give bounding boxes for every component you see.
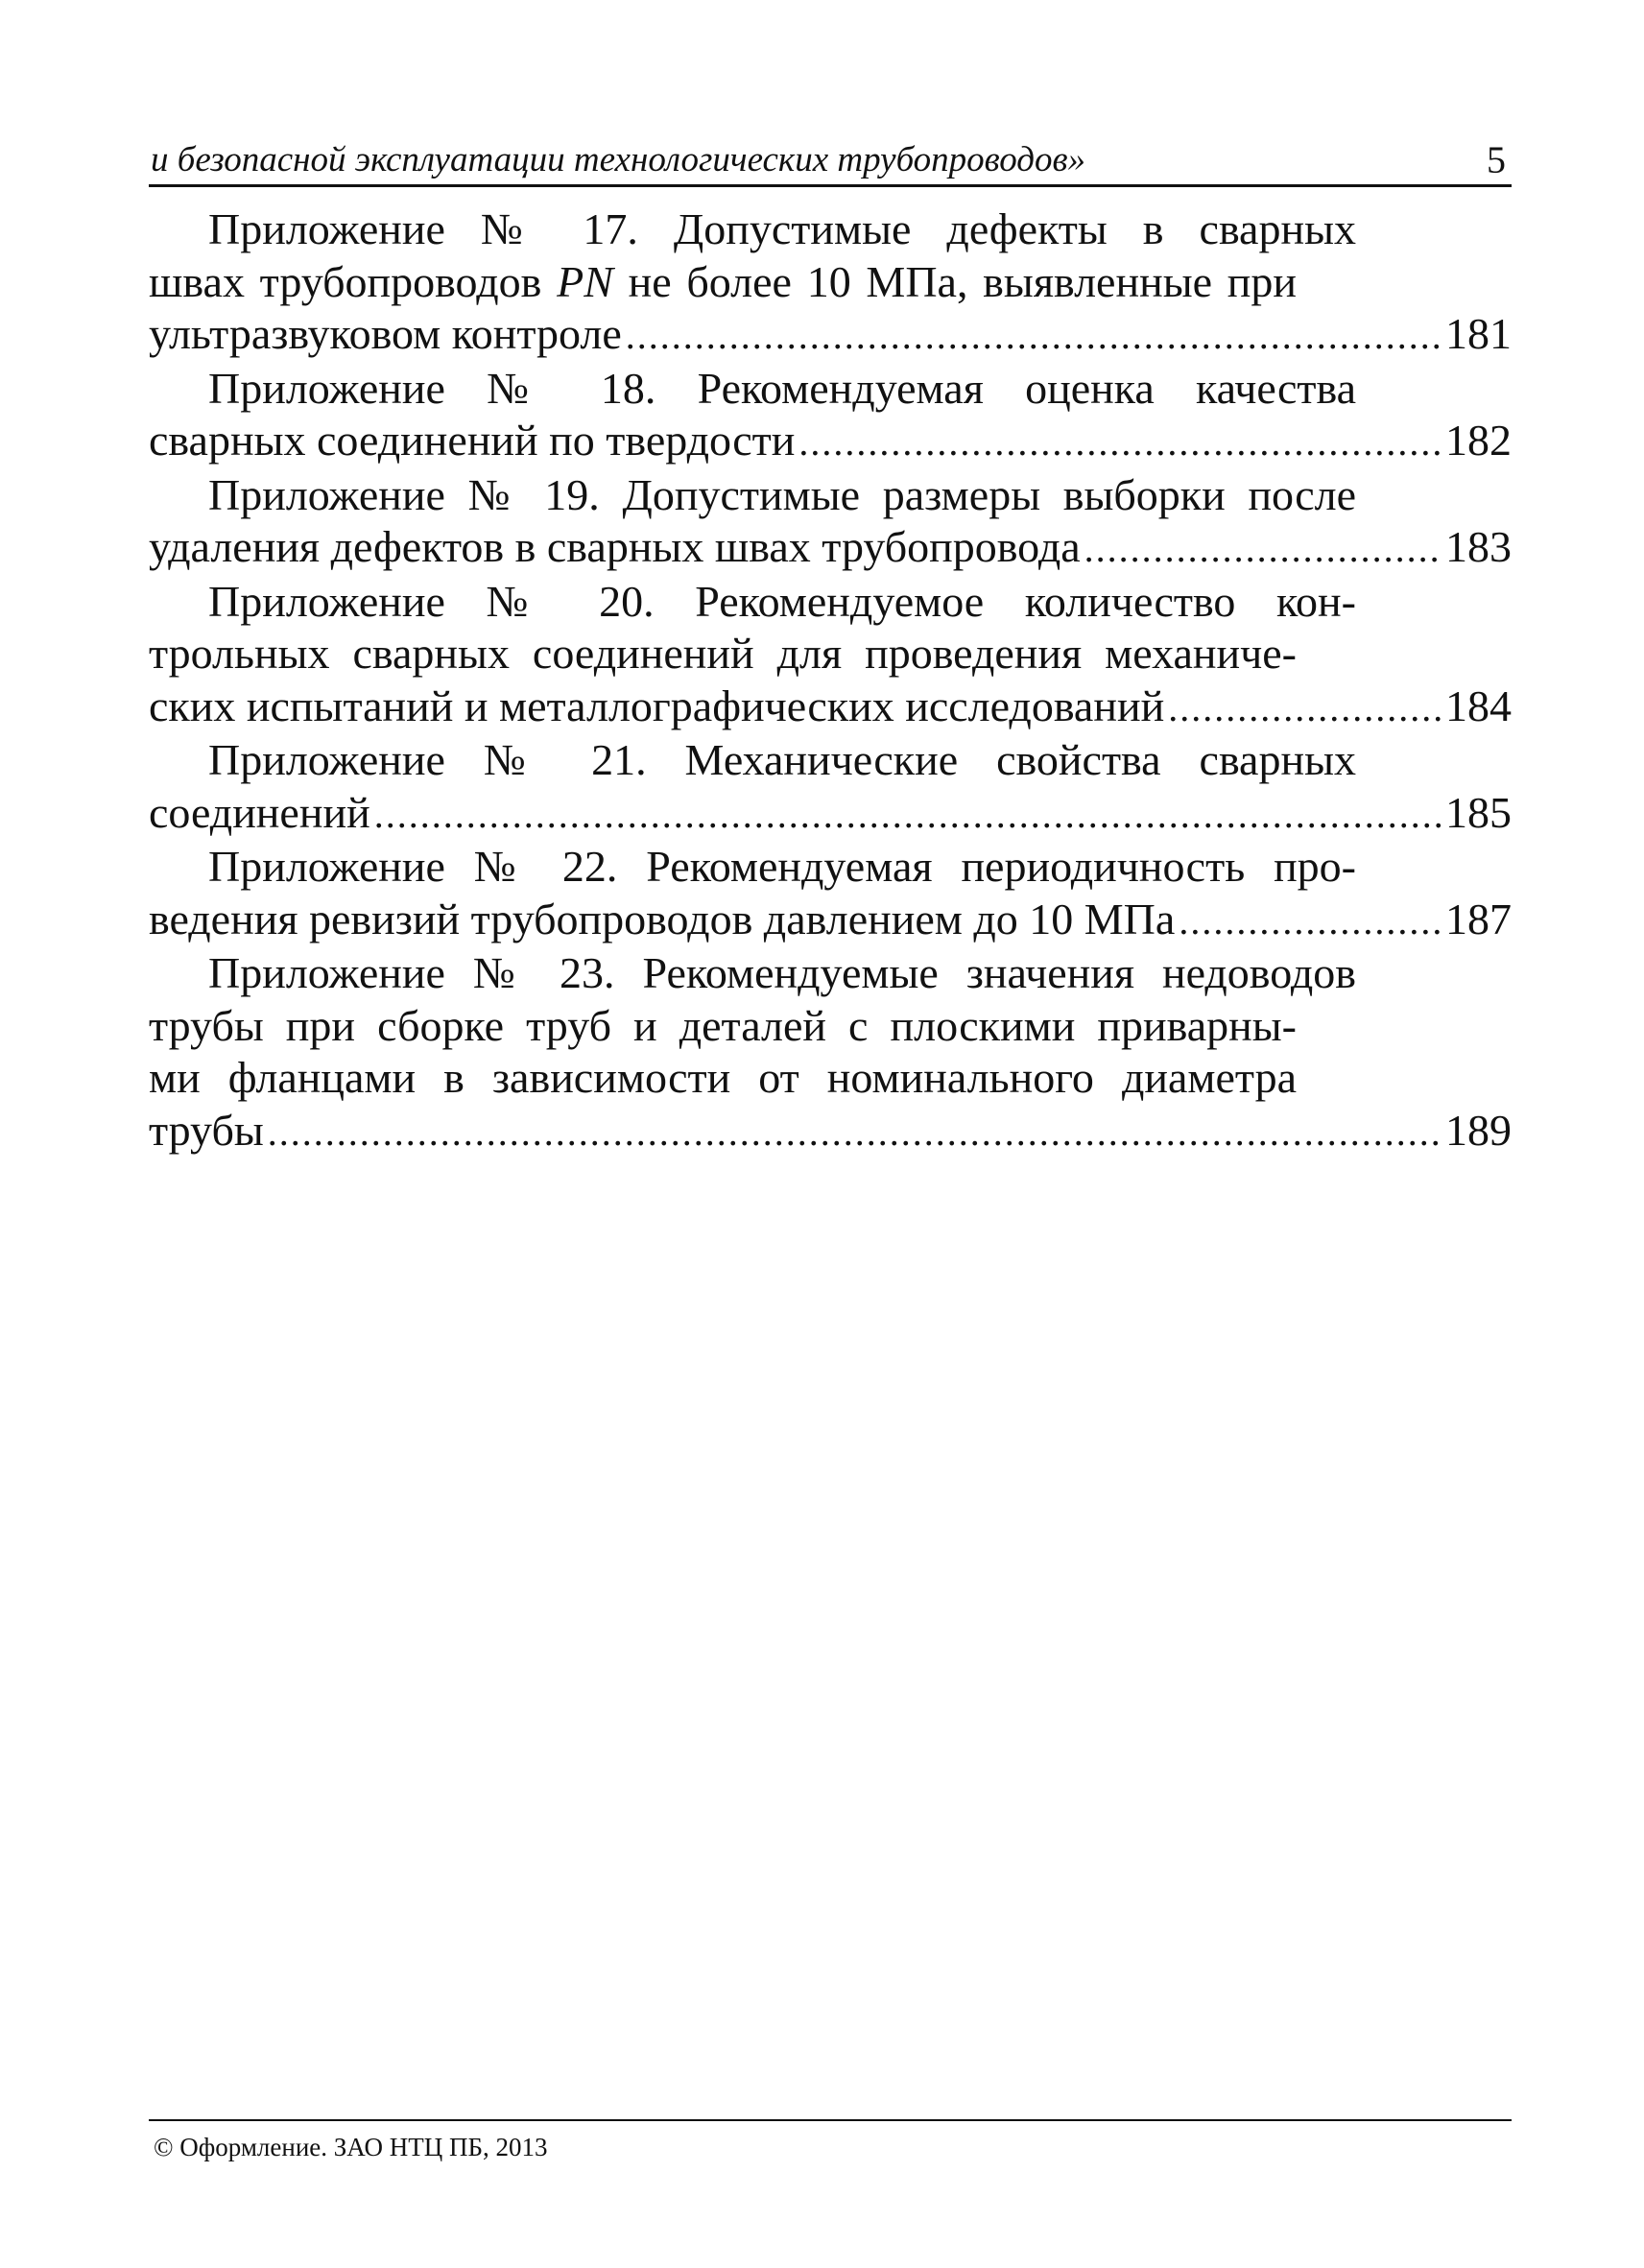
table-of-contents bbox=[149, 203, 1512, 1158]
toc-entry-title-line: Приложение № 23. Рекомендуемые значения недоводов bbox=[208, 948, 1356, 997]
toc-entry-page: 189 bbox=[1445, 1105, 1512, 1155]
toc-entry-appendix-19[interactable] bbox=[149, 469, 1512, 576]
toc-entry-title-end: удаления дефектов в сварных швах трубопровода bbox=[149, 522, 1081, 571]
toc-entry-title-line: Приложение № 18. Рекомендуемая оценка качества bbox=[208, 363, 1356, 413]
toc-entry-text: швах трубопроводов bbox=[149, 256, 558, 306]
toc-entry-appendix-17[interactable] bbox=[149, 203, 1512, 363]
dot-leader bbox=[374, 789, 1441, 842]
footer-divider bbox=[149, 2119, 1512, 2121]
toc-entry-title-end: сварных соединений по твердости bbox=[149, 416, 796, 465]
dot-leader bbox=[1179, 895, 1441, 948]
toc-entry-last-line bbox=[149, 894, 1512, 948]
toc-entry-title-line: трубы при сборке труб и деталей с плоскими приварны- bbox=[149, 1000, 1297, 1050]
toc-entry-appendix-20[interactable] bbox=[149, 576, 1512, 735]
toc-entry-title-line: трольных сварных соединений для проведения механиче- bbox=[149, 629, 1297, 678]
toc-entry-title-end: трубы bbox=[149, 1105, 264, 1155]
toc-entry-text: не более 10 МПа, выявленные при bbox=[612, 256, 1297, 306]
toc-entry-last-line bbox=[149, 787, 1512, 842]
toc-entry-title-line: Приложение № 22. Рекомендуемая периодичность про- bbox=[208, 842, 1356, 891]
toc-entry-page: 183 bbox=[1445, 522, 1512, 571]
toc-entry-title-line: Приложение № 21. Механические свойства сварных bbox=[208, 735, 1356, 784]
dot-leader bbox=[626, 310, 1441, 363]
running-header bbox=[149, 134, 1512, 187]
toc-entry-title-line bbox=[149, 256, 1297, 309]
toc-entry-page: 182 bbox=[1445, 416, 1512, 465]
toc-entry-title-line: Приложение № 17. Допустимые дефекты в сварных bbox=[208, 204, 1356, 253]
toc-entry-appendix-23[interactable] bbox=[149, 947, 1512, 1158]
dot-leader bbox=[1168, 682, 1441, 735]
toc-entry-title-end: ведения ревизий трубопроводов давлением до 10 МПа bbox=[149, 894, 1176, 943]
toc-entry-page: 187 bbox=[1445, 894, 1512, 943]
dot-leader bbox=[268, 1107, 1441, 1159]
toc-entry-title-line: ми фланцами в зависимости от номинального диаметра bbox=[149, 1053, 1297, 1102]
toc-entry-page: 184 bbox=[1445, 680, 1512, 730]
footer-copyright: © Оформление. ЗАО НТЦ ПБ, 2013 bbox=[154, 2133, 548, 2161]
dot-leader bbox=[1084, 523, 1441, 576]
toc-entry-appendix-22[interactable] bbox=[149, 841, 1512, 947]
toc-entry-title-end: ультразвуковом контроле bbox=[149, 309, 622, 358]
toc-entry-page: 181 bbox=[1445, 309, 1512, 358]
toc-entry-title-line: Приложение № 20. Рекомендуемое количество кон- bbox=[208, 576, 1356, 626]
toc-entry-page: 185 bbox=[1445, 787, 1512, 837]
toc-entry-last-line bbox=[149, 415, 1512, 469]
dot-leader bbox=[798, 417, 1441, 469]
toc-entry-appendix-21[interactable] bbox=[149, 734, 1512, 841]
toc-entry-pn-symbol: PN bbox=[557, 256, 613, 306]
page-number: 5 bbox=[1487, 138, 1506, 181]
toc-entry-last-line bbox=[149, 1105, 1512, 1159]
toc-entry-last-line bbox=[149, 680, 1512, 735]
toc-entry-title-end: ских испытаний и металлографических исследований bbox=[149, 680, 1165, 730]
toc-entry-title-end: соединений bbox=[149, 787, 370, 837]
toc-entry-last-line bbox=[149, 521, 1512, 576]
toc-entry-title-line: Приложение № 19. Допустимые размеры выборки после bbox=[208, 469, 1356, 519]
toc-entry-appendix-18[interactable] bbox=[149, 363, 1512, 469]
toc-entry-last-line bbox=[149, 308, 1512, 363]
running-title: и безопасной эксплуатации технологических трубопроводов» bbox=[151, 140, 1086, 179]
